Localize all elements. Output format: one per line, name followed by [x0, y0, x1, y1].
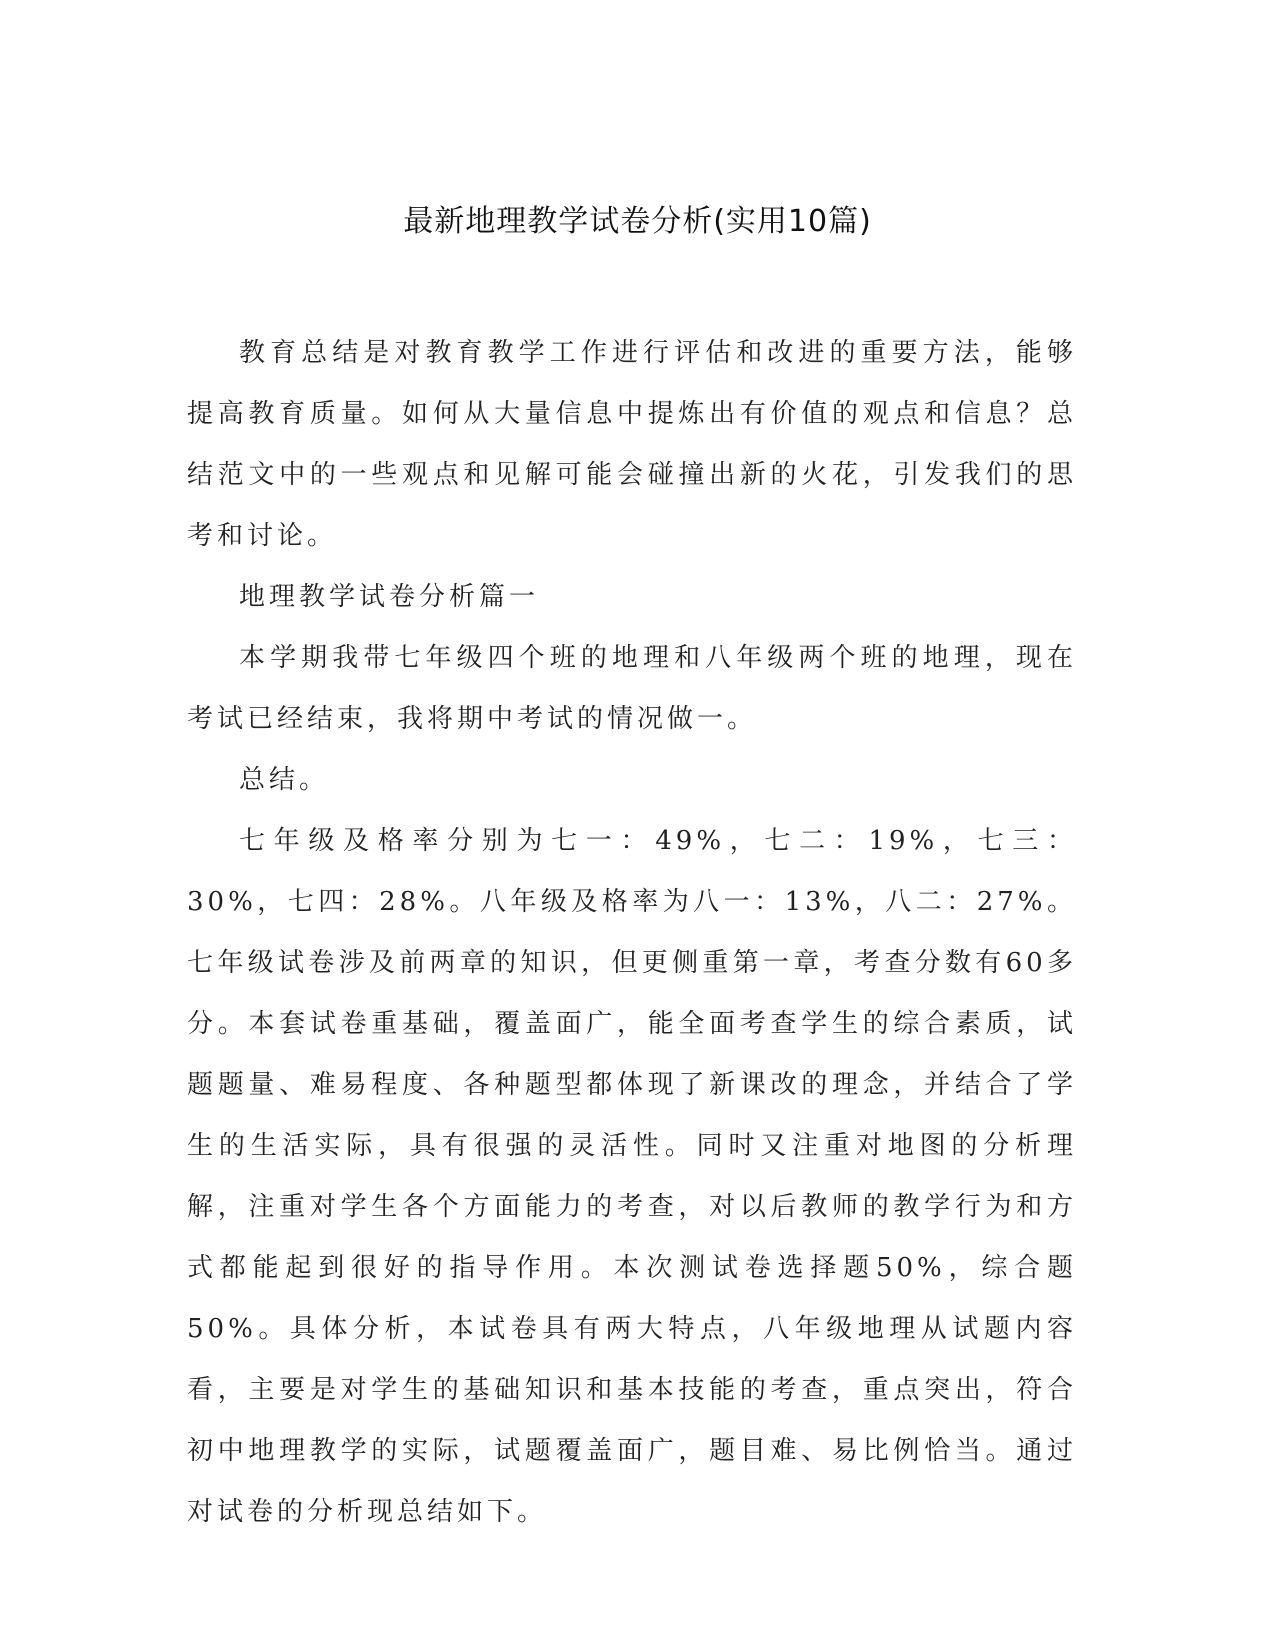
paragraph: 总结。	[239, 765, 330, 795]
paragraph: 七年级及格率分别为七一：49%，七二：19%，七三：30%，七四：28%。八年级及格率为八一：13%，八二：27%。七年级试卷涉及前两章的知识，但更侧重第一章，考查分数有60多分。本套试卷重基础，覆盖面广，能全面考查学生的综合素质，试题题量、难易程度、各种题型都体现了新课改的理念，并结合了学生的生活实际，具有很强的灵活性。同时又注重对地图的分析理解，注重对学生各个方面能力的考查，对以后教师的教学行为和方式都能起到很好的指导作用。本次测试卷选择题50%，综合题50%。具体分析，本试卷具有两大特点，八年级地理从试题内容看，主要是对学生的基础知识和基本技能的考查，重点突出，符合初中地理教学的实际，试题覆盖面广，题目难、易比例恰当。通过对试卷的分析现总结如下。	[187, 826, 1077, 1527]
paragraph: 本学期我带七年级四个班的地理和八年级两个班的地理，现在考试已经结束，我将期中考试的情况做一。	[187, 643, 1077, 734]
intro-paragraph: 教育总结是对教育教学工作进行评估和改进的重要方法，能够提高教育质量。如何从大量信息中提炼出有价值的观点和信息？总结范文中的一些观点和见解可能会碰撞出新的火花，引发我们的思考和讨论。	[187, 338, 1077, 551]
document-title: 最新地理教学试卷分析(实用10篇)	[403, 204, 872, 239]
section-heading: 地理教学试卷分析篇一	[239, 582, 540, 612]
document-body	[187, 323, 1077, 1543]
